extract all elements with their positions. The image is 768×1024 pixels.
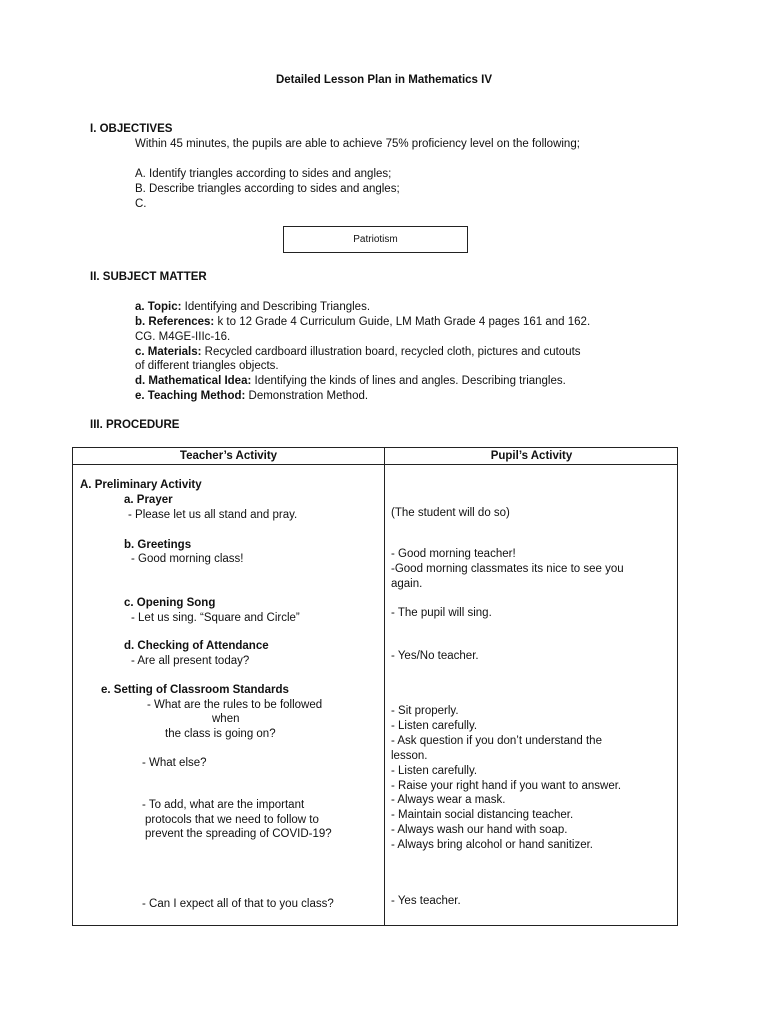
pupil-rule-item: - Listen carefully. <box>391 765 478 777</box>
what-else-question: - What else? <box>142 757 207 769</box>
math-idea-label: d. Mathematical Idea: <box>135 375 252 387</box>
value-box-label: Patriotism <box>353 234 398 245</box>
covid-question-line-1: - To add, what are the important <box>142 799 305 811</box>
materials-label: c. Materials: <box>135 346 202 358</box>
classroom-standards-heading: e. Setting of Classroom Standards <box>101 684 289 696</box>
math-idea-value: Identifying the kinds of lines and angles. Describing triangles. <box>251 375 566 387</box>
pupil-greeting-response-1: - Good morning teacher! <box>391 548 516 560</box>
table-column-divider <box>384 448 385 925</box>
pupil-rule-item: lesson. <box>391 750 428 762</box>
topic-value: Identifying and Describing Triangles. <box>181 301 371 313</box>
references-code: CG. M4GE-IIIc-16. <box>135 331 231 343</box>
pupil-song-response: - The pupil will sing. <box>391 607 492 619</box>
attendance-heading: d. Checking of Attendance <box>124 640 269 652</box>
objective-item-a: A. Identify triangles according to sides and angles; <box>135 168 392 180</box>
topic-line <box>135 300 370 315</box>
pupil-rule-item: - Listen carefully. <box>391 720 478 732</box>
pupil-prayer-response: (The student will do so) <box>391 507 510 519</box>
table-header-divider <box>73 464 677 465</box>
objective-item-b: B. Describe triangles according to sides and angles; <box>135 183 400 195</box>
objectives-intro: Within 45 minutes, the pupils are able to achieve 75% proficiency level on the following; <box>135 138 580 150</box>
pupil-rule-item: - Always wash our hand with soap. <box>391 824 568 836</box>
pupil-rule-item: - Ask question if you don’t understand the <box>391 735 602 747</box>
opening-song-heading: c. Opening Song <box>124 597 216 609</box>
pupil-greeting-response-3: again. <box>391 578 423 590</box>
column-header-teacher: Teacher’s Activity <box>179 450 278 462</box>
covid-question-line-2: protocols that we need to follow to <box>145 814 319 826</box>
materials-line <box>135 345 581 360</box>
topic-label: a. Topic: <box>135 301 182 313</box>
pupil-expectation-response: - Yes teacher. <box>391 895 461 907</box>
document-title: Detailed Lesson Plan in Mathematics IV <box>275 74 492 86</box>
pupil-rule-item: - Maintain social distancing teacher. <box>391 809 574 821</box>
greetings-heading: b. Greetings <box>124 539 192 551</box>
objectives-heading: I. OBJECTIVES <box>90 123 173 135</box>
math-idea-line <box>135 374 566 389</box>
pupil-rule-item: - Sit properly. <box>391 705 459 717</box>
rules-question-line-1: - What are the rules to be followed <box>147 699 323 711</box>
preliminary-activity-heading: A. Preliminary Activity <box>80 479 202 491</box>
greetings-instruction: - Good morning class! <box>131 553 244 565</box>
covid-question-line-3: prevent the spreading of COVID-19? <box>145 828 332 840</box>
teaching-method-label: e. Teaching Method: <box>135 390 246 402</box>
value-box <box>283 226 468 253</box>
pupil-rule-item: - Always wear a mask. <box>391 794 506 806</box>
materials-cont: of different triangles objects. <box>135 360 279 372</box>
materials-value: Recycled cardboard illustration board, recycled cloth, pictures and cutouts <box>201 346 581 358</box>
references-label: b. References: <box>135 316 215 328</box>
column-header-pupil: Pupil’s Activity <box>490 450 573 462</box>
references-value: k to 12 Grade 4 Curriculum Guide, LM Math Grade 4 pages 161 and 162. <box>214 316 591 328</box>
references-line <box>135 315 590 330</box>
prayer-instruction: - Please let us all stand and pray. <box>128 509 298 521</box>
pupil-greeting-response-2: -Good morning classmates its nice to see you <box>391 563 624 575</box>
procedure-heading: III. PROCEDURE <box>90 419 180 431</box>
pupil-rule-item: - Always bring alcohol or hand sanitizer. <box>391 839 593 851</box>
opening-song-instruction: - Let us sing. “Square and Circle” <box>131 612 300 624</box>
expectation-question: - Can I expect all of that to you class? <box>142 898 334 910</box>
attendance-instruction: - Are all present today? <box>131 655 250 667</box>
rules-question-line-3: the class is going on? <box>165 728 276 740</box>
subject-matter-heading: II. SUBJECT MATTER <box>90 271 207 283</box>
rules-question-line-2: when <box>212 713 240 725</box>
pupil-attendance-response: - Yes/No teacher. <box>391 650 479 662</box>
objective-item-c: C. <box>135 198 147 210</box>
pupil-rule-item: - Raise your right hand if you want to answer. <box>391 780 622 792</box>
teaching-method-value: Demonstration Method. <box>245 390 369 402</box>
prayer-heading: a. Prayer <box>124 494 173 506</box>
teaching-method-line <box>135 389 368 404</box>
